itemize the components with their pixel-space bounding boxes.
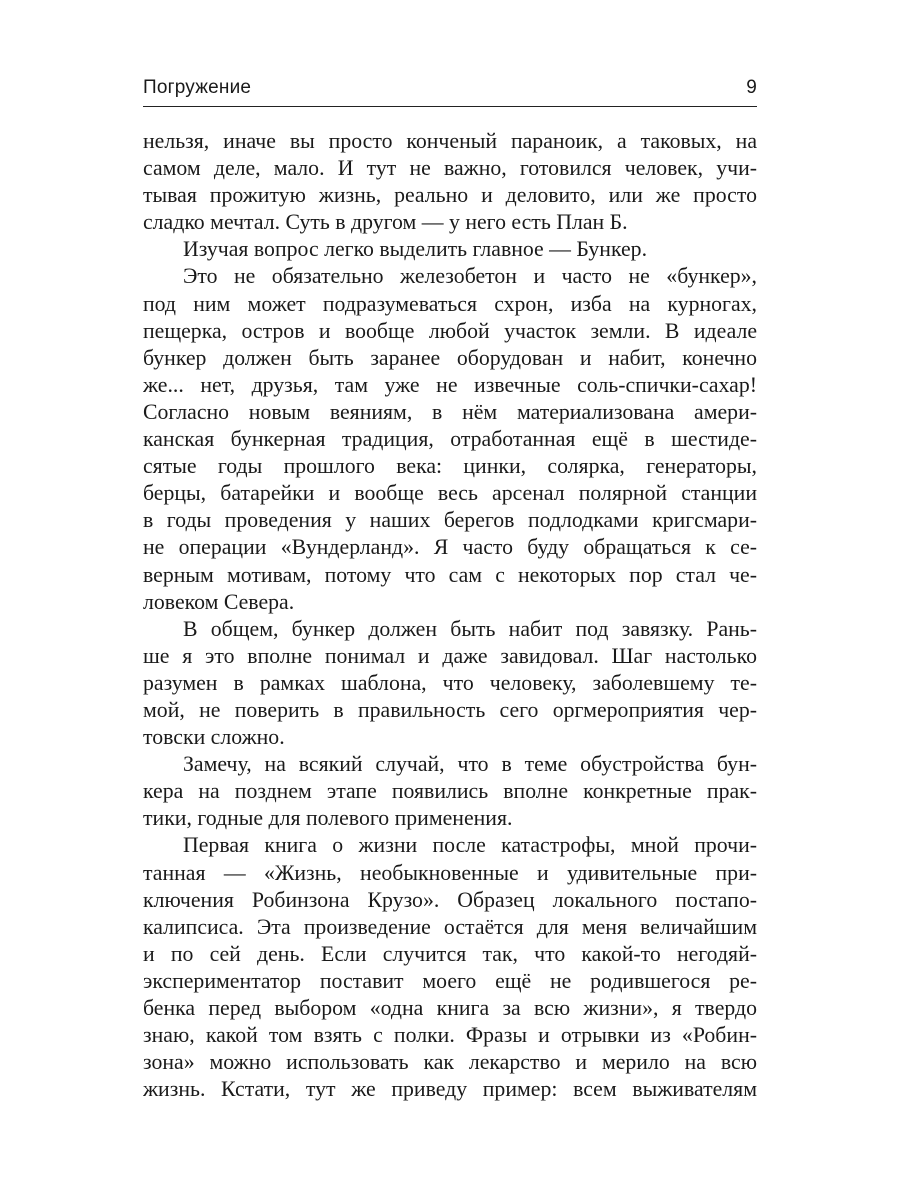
paragraph	[143, 832, 757, 1103]
page-number: 9	[746, 77, 757, 98]
text-line: ключения Робинзона Крузо». Образец локального постапо-	[143, 887, 757, 912]
text-line: тики, годные для полевого применения.	[143, 806, 513, 831]
text-line: бенка перед выбором «одна книга за всю жизни», я твердо	[143, 996, 757, 1020]
text-line: ше я это вполне понимал и даже завидовал. Шаг настолько	[143, 643, 757, 668]
running-header	[143, 77, 757, 101]
text-line: Замечу, на всякий случай, что в теме обустройства бун-	[183, 752, 757, 777]
text-line: нельзя, иначе вы просто конченый параноик, а таковых, на	[143, 129, 757, 153]
text-line: верным мотивам, потому что сам с некоторых пор стал че-	[143, 562, 757, 587]
text-line: калипсиса. Эта произведение остаётся для меня величайшим	[143, 914, 757, 939]
text-line: под ним может подразумеваться схрон, изба на курногах,	[143, 291, 757, 316]
text-line: зона» можно использовать как лекарство и мерило на всю	[143, 1050, 757, 1075]
body-text	[143, 128, 757, 1103]
paragraph	[143, 263, 757, 615]
text-line: сладко мечтал. Суть в другом — у него есть План Б.	[143, 210, 628, 235]
text-line: разумен в рамках шаблона, что человеку, заболевшему те-	[143, 670, 757, 695]
text-line: канская бункерная традиция, отработанная ещё в шестиде-	[143, 427, 757, 452]
text-line: пещерка, остров и вообще любой участок земли. В идеале	[143, 318, 757, 343]
text-line: экспериментатор поставит моего ещё не родившегося ре-	[143, 968, 757, 993]
text-line: же... нет, друзья, там уже не извечные соль-спички-сахар!	[143, 372, 757, 397]
text-line: знаю, какой том взять с полки. Фразы и отрывки из «Робин-	[143, 1023, 757, 1048]
text-line: танная — «Жизнь, необыкновенные и удивительные при-	[143, 860, 757, 885]
chapter-title: Погружение	[143, 77, 252, 98]
paragraph	[143, 128, 757, 236]
paragraph	[143, 236, 757, 263]
text-line: Это не обязательно железобетон и часто не «бункер»,	[183, 264, 757, 289]
text-line: не операции «Вундерланд». Я часто буду обращаться к се-	[143, 535, 757, 560]
book-page	[143, 0, 757, 1200]
text-line: берцы, батарейки и вообще весь арсенал полярной станции	[143, 481, 757, 506]
text-line: в годы проведения у наших берегов подлодками кригсмари-	[143, 508, 757, 533]
header-rule	[143, 106, 757, 107]
text-line: В общем, бункер должен быть набит под завязку. Рань-	[183, 616, 757, 641]
text-line: Изучая вопрос легко выделить главное — Бункер.	[183, 237, 648, 262]
text-line: ловеком Севера.	[143, 589, 295, 614]
text-line: самом деле, мало. И тут не важно, готовился человек, учи-	[143, 156, 757, 181]
text-line: сятые годы прошлого века: цинки, солярка, генераторы,	[143, 454, 757, 479]
text-line: бункер должен быть заранее оборудован и набит, конечно	[143, 345, 757, 370]
text-line: и по сей день. Если случится так, что какой-то негодяй-	[143, 941, 757, 966]
text-line: Первая книга о жизни после катастрофы, мной прочи-	[183, 833, 757, 858]
text-line: тывая прожитую жизнь, реально и деловито, или же просто	[143, 183, 757, 208]
paragraph	[143, 751, 757, 832]
text-line: мой, не поверить в правильность сего оргмероприятия чер-	[143, 697, 757, 722]
text-line: кера на позднем этапе появились вполне конкретные прак-	[143, 779, 757, 804]
text-line: товски сложно.	[143, 725, 285, 750]
paragraph	[143, 616, 757, 751]
text-line: жизнь. Кстати, тут же приведу пример: всем выживателям	[143, 1077, 757, 1102]
text-line: Согласно новым веяниям, в нём материализована амери-	[143, 399, 757, 424]
